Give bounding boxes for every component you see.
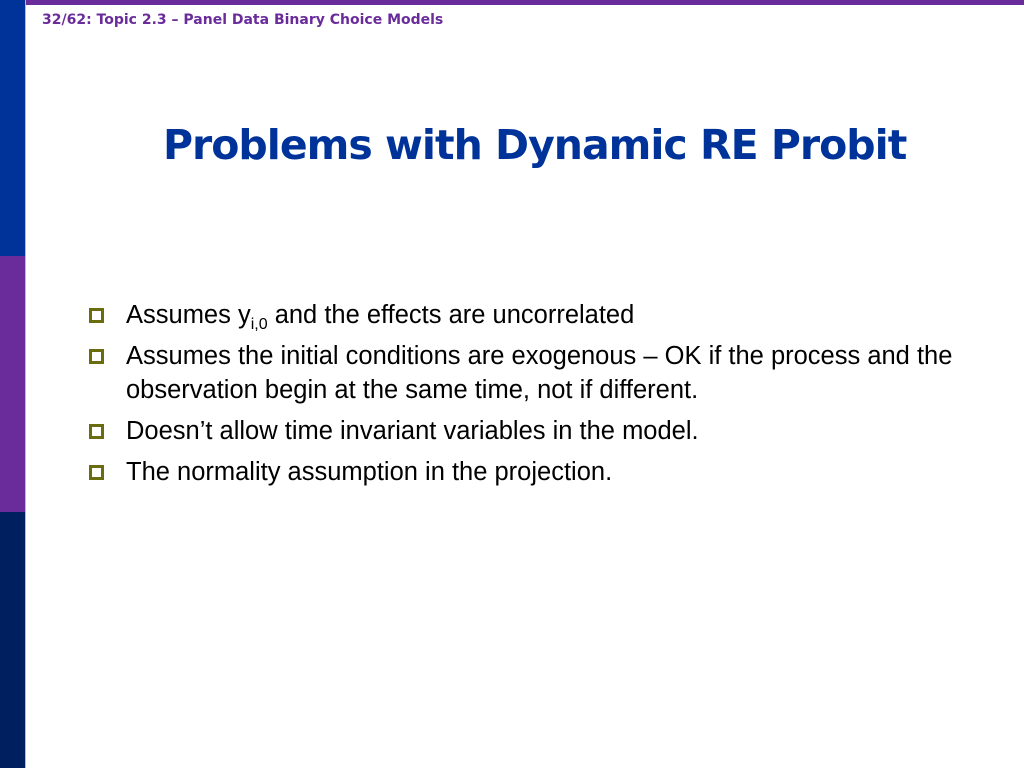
hollow-square-icon [89, 465, 104, 480]
left-accent-bar [0, 0, 25, 768]
bullet-item [86, 298, 966, 332]
hollow-square-icon [89, 308, 104, 323]
bullet-item [86, 414, 966, 448]
left-bar-block-navy [0, 512, 25, 768]
left-bar-block-purple [0, 256, 25, 512]
top-accent-bar [0, 0, 1024, 5]
bullet-subscript: i,0 [250, 316, 268, 333]
bullet-text: Assumes the initial conditions are exogenous – OK if the process and the observation begin at the same time, not if different. [126, 342, 953, 404]
bullet-item [86, 339, 966, 407]
bullet-text-suffix: and the effects are uncorrelated [267, 301, 635, 329]
bullet-item [86, 455, 966, 489]
hollow-square-icon [89, 349, 104, 364]
left-bar-block-blue [0, 0, 25, 256]
left-bar-edge [25, 0, 26, 768]
slide-header: 32/62: Topic 2.3 – Panel Data Binary Choice Models [42, 12, 444, 28]
bullet-list [86, 298, 966, 496]
bullet-text: Doesn’t allow time invariant variables in the model. [126, 417, 699, 445]
slide-title: Problems with Dynamic RE Probit [163, 121, 907, 169]
bullet-text-prefix: Assumes y [126, 301, 251, 329]
bullet-text: The normality assumption in the projection. [126, 458, 613, 486]
hollow-square-icon [89, 424, 104, 439]
